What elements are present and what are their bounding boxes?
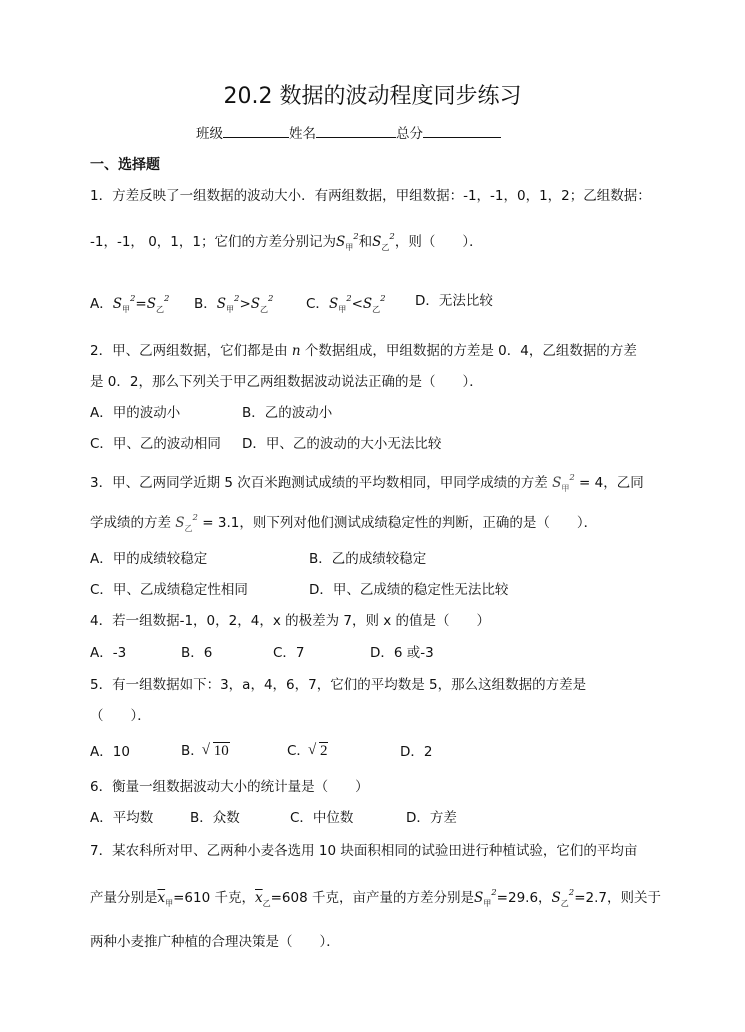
class-blank[interactable] [223,125,289,138]
section-heading: 一、选择题 [90,157,160,173]
page-title: 20.2 数据的波动程度同步练习 [223,84,522,109]
q2-line2: 是 0．2，那么下列关于甲乙两组数据波动说法正确的是（ ）． [90,374,483,390]
q2-option-d[interactable]: D．甲、乙的波动的大小无法比较 [242,436,442,452]
q6-option-b[interactable]: B．众数 [190,810,240,826]
class-label: 班级 [196,126,223,142]
q6-option-a[interactable]: A．平均数 [90,810,154,826]
q5-option-a[interactable]: A．10 [90,744,130,760]
name-blank[interactable] [316,125,396,138]
q2-line1: 2．甲、乙两组数据，它们都是由 n 个数据组成，甲组数据的方差是 0．4，乙组数据的方差 [90,343,637,359]
name-label: 姓名 [289,126,316,142]
sqrt-icon: √ 10 [204,744,230,759]
q5-line2: （ ）． [90,708,151,724]
q3-line1: 3．甲、乙两同学近期 5 次百米跑测试成绩的平均数相同，甲同学成绩的方差 $S_甲^2 = 4$，乙同 [90,473,644,493]
q6-line1: 6．衡量一组数据波动大小的统计量是（ ） [90,779,369,795]
q4-option-b[interactable]: B．6 [181,645,213,661]
q2-option-c[interactable]: C．甲、乙的波动相同 [90,436,221,452]
q6-option-d[interactable]: D．方差 [406,810,457,826]
var-s-jia: $S_甲^2$ [335,232,359,252]
score-label: 总分 [396,126,423,142]
q2-option-b[interactable]: B．乙的波动小 [242,405,333,421]
q7-line3: 两种小麦推广种植的合理决策是（ ）． [90,934,340,950]
q5-option-c[interactable]: C． √ 2 [287,744,328,759]
q7-line2: 产量分别是$\overline{x}_甲=610$ 千克，$\overline{x}_乙=608$ 千克，亩产量的方差分别是$S_甲^2=29.6$，$S_乙^2=2.7$，则关于 [90,888,661,908]
q4-line1: 4．若一组数据-1，0，2，4，x 的极差为 7，则 x 的值是（ ） [90,613,491,629]
q3-option-b[interactable]: B．乙的成绩较稳定 [309,551,427,567]
var-s-yi: $S_乙^2$ [372,232,395,252]
q3-line2: 学成绩的方差 $S_乙^2 = 3.1$，则下列对他们测试成绩稳定性的判断，正确的是（ ）． [90,513,598,533]
score-blank[interactable] [423,125,501,138]
q4-option-c[interactable]: C．7 [273,645,305,661]
q6-option-c[interactable]: C．中位数 [290,810,354,826]
q3-option-a[interactable]: A．甲的成绩较稳定 [90,551,208,567]
q4-option-a[interactable]: A．-3 [90,645,127,661]
q4-option-d[interactable]: D．6 或-3 [370,645,434,661]
q1-line1: 1．方差反映了一组数据的波动大小．有两组数据，甲组数据：-1，-1，0，1，2；乙组数据： [90,188,651,204]
q1-line2: -1，-1， 0，1，1；它们的方差分别记为$S_甲^2$和$S_乙^2$，则（ ）． [90,232,483,252]
q5-option-d[interactable]: D．2 [400,744,433,760]
q7-line1: 7．某农科所对甲、乙两种小麦各选用 10 块面积相同的试验田进行种植试验，它们的平均亩 [90,843,638,859]
q3-option-d[interactable]: D．甲、乙成绩的稳定性无法比较 [309,582,509,598]
q3-option-c[interactable]: C．甲、乙成绩稳定性相同 [90,582,248,598]
q1-option-c[interactable]: C．$S_甲^2<S_乙^2$ [306,294,386,314]
student-info-line [196,125,501,142]
q1-option-d[interactable]: D．无法比较 [415,293,493,309]
q2-option-a[interactable]: A．甲的波动小 [90,405,181,421]
q1-option-a[interactable]: A．$S_甲^2=S_乙^2$ [90,294,170,314]
q5-line1: 5．有一组数据如下：3，a，4，6，7，它们的平均数是 5，那么这组数据的方差是 [90,677,587,693]
sqrt-icon: √ 2 [310,744,329,759]
q1-option-b[interactable]: B．$S_甲^2>S_乙^2$ [194,294,274,314]
q5-option-b[interactable]: B． √ 10 [181,744,230,759]
